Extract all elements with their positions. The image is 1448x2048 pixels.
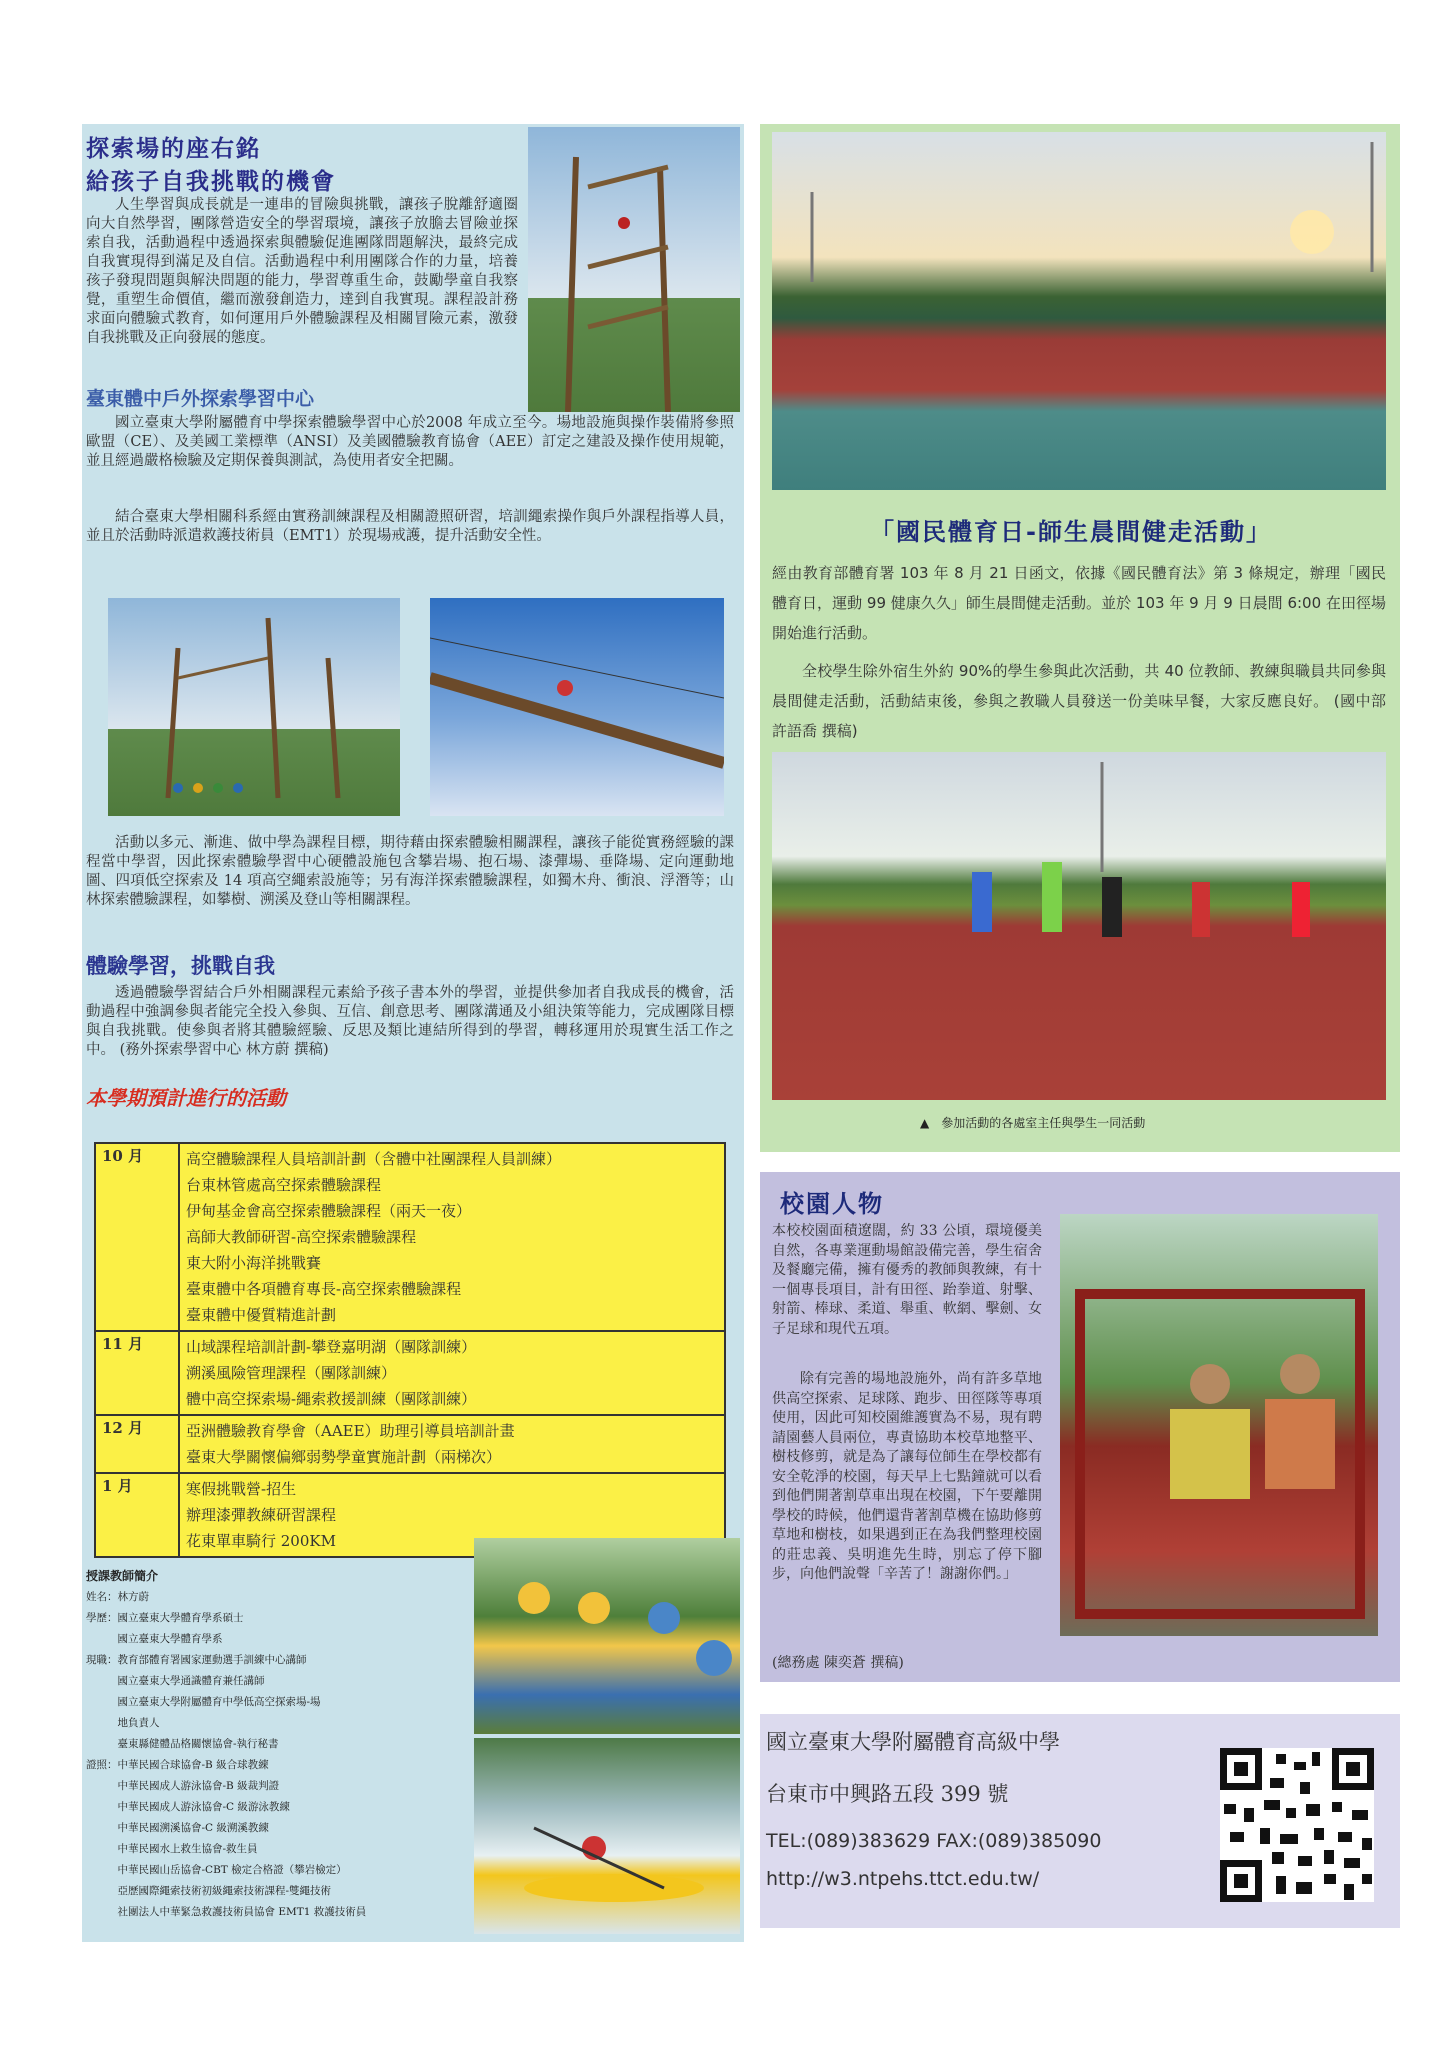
people-signature: (總務處 陳奕蒼 撰稿)	[772, 1655, 904, 1671]
school-address: 台東市中興路五段 399 號	[766, 1782, 1009, 1806]
activity-schedule-table	[94, 1142, 726, 1558]
beam-climber-photo	[430, 598, 724, 816]
schedule-item: 臺東大學關懷偏鄉弱勢學童實施計劃（兩梯次）	[186, 1448, 502, 1466]
kids-helmets-photo	[474, 1538, 740, 1734]
morning-track-photo	[772, 132, 1386, 490]
event-title: 「國民體育日-師生晨間健走活動」	[870, 518, 1272, 546]
event-paragraph-1: 經由教育部體育署 103 年 8 月 21 日函文，依據《國民體育法》第 3 條規定，辦理「國民體育日，運動 99 健康久久」師生晨間健走活動。並於 103 年 9 月 9 日晨間 6:00 在田徑場開始進行活動。	[772, 564, 1386, 642]
experience-paragraph: 透過體驗學習結合戶外相關課程元素給予孩子書本外的學習，並提供參加者自我成長的機會，活動過程中強調參與者能完全投入參與、互信、創意思考、團隊溝通及小組決策等能力，完成團隊目標與自我挑戰。使參與者將其體驗經驗、反思及類比連結所得到的學習，轉移運用於現實生活工作之中。 (務外探索學習中心 林方蔚 撰稿)	[86, 985, 734, 1058]
teacher-line: 現職：教育部體育署國家運動選手訓練中心講師	[86, 1654, 307, 1666]
photo-caption: ▲ 參加活動的各處室主任與學生一同活動	[920, 1116, 1146, 1130]
teacher-line: 地負責人	[86, 1717, 160, 1729]
schedule-item: 伊甸基金會高空探索體驗課程（兩天一夜）	[186, 1202, 472, 1220]
month-cell: 1 月	[95, 1473, 179, 1557]
month-cell: 12 月	[95, 1415, 179, 1473]
teacher-line: 中華民國山岳協會-CBT 檢定合格證（攀岩檢定）	[86, 1864, 347, 1876]
schedule-item: 辦理漆彈教練研習課程	[186, 1506, 337, 1524]
teacher-line: 國立臺東大學體育學系	[86, 1633, 223, 1645]
plan-heading: 本學期預計進行的活動	[86, 1086, 286, 1110]
teacher-line: 國立臺東大學通識體育兼任講師	[86, 1675, 265, 1687]
teacher-line: 中華民國水上救生協會-救生員	[86, 1843, 258, 1855]
article-title-line2: 給孩子自我挑戰的機會	[86, 169, 336, 195]
ropes-tower-illustration	[528, 127, 740, 412]
school-website-link[interactable]: http://w3.ntpehs.ttct.edu.tw/	[766, 1868, 1040, 1890]
schedule-item: 台東林管處高空探索體驗課程	[186, 1176, 382, 1194]
people-title: 校園人物	[780, 1190, 884, 1218]
ropes-course-photo	[528, 127, 740, 412]
items-cell	[179, 1415, 725, 1473]
schedule-item: 亞洲體驗教育學會（AAEE）助理引導員培訓計畫	[186, 1422, 515, 1440]
schedule-item: 高空體驗課程人員培訓計劃（含體中社團課程人員訓練）	[186, 1150, 562, 1168]
teacher-line: 證照：中華民國合球協會-B 級合球教練	[86, 1759, 269, 1771]
group-tower-photo	[108, 598, 400, 816]
people-paragraph-1: 本校校園面積遼闊，約 33 公頃，環境優美自然，各專業運動場館設備完善，學生宿舍及餐廳完備，擁有優秀的教師與教練，有十一個專長項目，計有田徑、跆拳道、射擊、射箭、棒球、柔道、舉重、軟網、擊劍、女子足球和現代五項。	[772, 1223, 1042, 1337]
center-paragraph-2: 結合臺東大學相關科系經由實務訓練課程及相關證照研習，培訓繩索操作與戶外課程指導人員，並且於活動時派遣救護技術員（EMT1）於現場戒護，提升活動安全性。	[86, 509, 734, 544]
teacher-line: 學歷：國立臺東大學體育學系碩士	[86, 1612, 244, 1624]
experience-heading: 體驗學習，挑戰自我	[86, 954, 275, 978]
schedule-item: 溯溪風險管理課程（團隊訓練）	[186, 1364, 397, 1382]
schedule-item: 寒假挑戰營-招生	[186, 1480, 297, 1498]
qr-code-pattern	[1220, 1748, 1374, 1902]
beam-illustration	[430, 598, 724, 816]
table-row	[95, 1143, 725, 1331]
schedule-item: 東大附小海洋挑戰賽	[186, 1254, 322, 1272]
school-name: 國立臺東大學附屬體育高級中學	[766, 1730, 1060, 1754]
teacher-profile	[86, 1566, 466, 1923]
center-paragraph-1: 國立臺東大學附屬體育中學探索體驗學習中心於2008 年成立至今。場地設施與操作裝備將參照歐盟（CE）、及美國工業標準（ANSI）及美國體驗教育協會（AEE）訂定之建設及操作使用規範，並且經過嚴格檢驗及定期保養與測試，為使用者安全把關。	[86, 415, 734, 469]
people-paragraph-2: 除有完善的場地設施外，尚有許多草地供高空探索、足球隊、跑步、田徑隊等專項使用，因此可知校園維護實為不易，現有聘請園藝人員兩位，專責協助本校草地整平、樹枝修剪，就是為了讓每位師生在學校都有安全乾淨的校園，每天早上七點鐘就可以看到他們開著割草車出現在校園，下午要離開學校的時候，他們還背著割草機在協助修剪草地和樹枝，如果遇到正在為我們整理校園的莊忠義、吳明進先生時，別忘了停下腳步，向他們說聲「辛苦了！謝謝你們。」	[772, 1371, 1042, 1582]
items-cell	[179, 1143, 725, 1331]
teacher-line: 社團法人中華緊急救護技術員協會 EMT1 救護技術員	[86, 1906, 367, 1918]
schedule-item: 臺東體中各項體育專長-高空探索體驗課程	[186, 1280, 462, 1298]
event-paragraph-2: 全校學生除外宿生外約 90%的學生參與此次活動，共 40 位教師、教練與職員共同參與晨間健走活動，活動結束後，參與之教職人員發送一份美味早餐，大家反應良好。 (國中部 許語喬 撰稿)	[772, 662, 1386, 740]
center-heading: 臺東體中戶外探索學習中心	[86, 388, 315, 410]
table-row	[95, 1415, 725, 1473]
walkers-illustration	[772, 752, 1386, 1100]
qr-code-icon[interactable]	[1220, 1748, 1374, 1902]
teacher-line: 國立臺東大學附屬體育中學低高空探索場-場	[86, 1696, 321, 1708]
kayak-illustration	[474, 1738, 740, 1934]
kayak-photo	[474, 1738, 740, 1934]
schedule-item: 山域課程培訓計劃-攀登嘉明湖（團隊訓練）	[186, 1338, 477, 1356]
tower-illustration	[108, 598, 400, 816]
walk-event-photo	[772, 752, 1386, 1100]
table-row	[95, 1331, 725, 1415]
gardeners-photo	[1060, 1214, 1378, 1636]
activity-paragraph: 活動以多元、漸進、做中學為課程目標，期待藉由探索體驗相關課程，讓孩子能從實務經驗的課程當中學習，因此探索體驗學習中心硬體設施包含攀岩場、抱石場、漆彈場、垂降場、定向運動地圖、四項低空探索及 14 項高空繩索設施等；另有海洋探索體驗課程，如獨木舟、衝浪、浮潛等；山林探索體驗課程，如攀樹、溯溪及登山等相關課程。	[86, 835, 734, 908]
schedule-item: 花東單車騎行 200KM	[186, 1532, 336, 1550]
month-cell: 11 月	[95, 1331, 179, 1415]
items-cell	[179, 1331, 725, 1415]
teacher-line: 中華民國成人游泳協會-C 級游泳教練	[86, 1801, 290, 1813]
teacher-line: 臺東縣健體品格關懷協會-執行秘書	[86, 1738, 279, 1750]
contact-phone-fax: TEL:(089)383629 FAX:(089)385090	[766, 1830, 1102, 1852]
track-illustration	[772, 132, 1386, 490]
teacher-line: 中華民國成人游泳協會-B 級裁判證	[86, 1780, 280, 1792]
teacher-line: 亞歷國際繩索技術初級繩索技術課程-雙繩技術	[86, 1885, 332, 1897]
intro-paragraph: 人生學習與成長就是一連串的冒險與挑戰，讓孩子脫離舒適圈向大自然學習，團隊營造安全的學習環境，讓孩子放膽去冒險並探索自我，活動過程中透過探索與體驗促進團隊問題解決，最終完成自我實現得到滿足及自信。活動過程中利用團隊合作的力量，培養孩子發現問題與解決問題的能力，學習尊重生命，鼓勵學童自我察覺，重塑生命價值，繼而激發創造力，達到自我實現。課程設計務求面向體驗式教育，如何運用戶外體驗課程及相關冒險元素，激發自我挑戰及正向發展的態度。	[86, 197, 518, 346]
kids-illustration	[474, 1538, 740, 1734]
schedule-item: 高師大教師研習-高空探索體驗課程	[186, 1228, 417, 1246]
teacher-line: 姓名：林方蔚	[86, 1591, 149, 1603]
schedule-item: 臺東體中優質精進計劃	[186, 1306, 337, 1324]
mower-illustration	[1060, 1214, 1378, 1636]
article-title-line1: 探索場的座右銘	[86, 136, 261, 162]
schedule-item: 體中高空探索場-繩索救援訓練（團隊訓練）	[186, 1390, 477, 1408]
teacher-line: 中華民國溯溪協會-C 級溯溪教練	[86, 1822, 269, 1834]
teacher-heading: 授課教師簡介	[86, 1569, 159, 1583]
month-cell: 10 月	[95, 1143, 179, 1331]
